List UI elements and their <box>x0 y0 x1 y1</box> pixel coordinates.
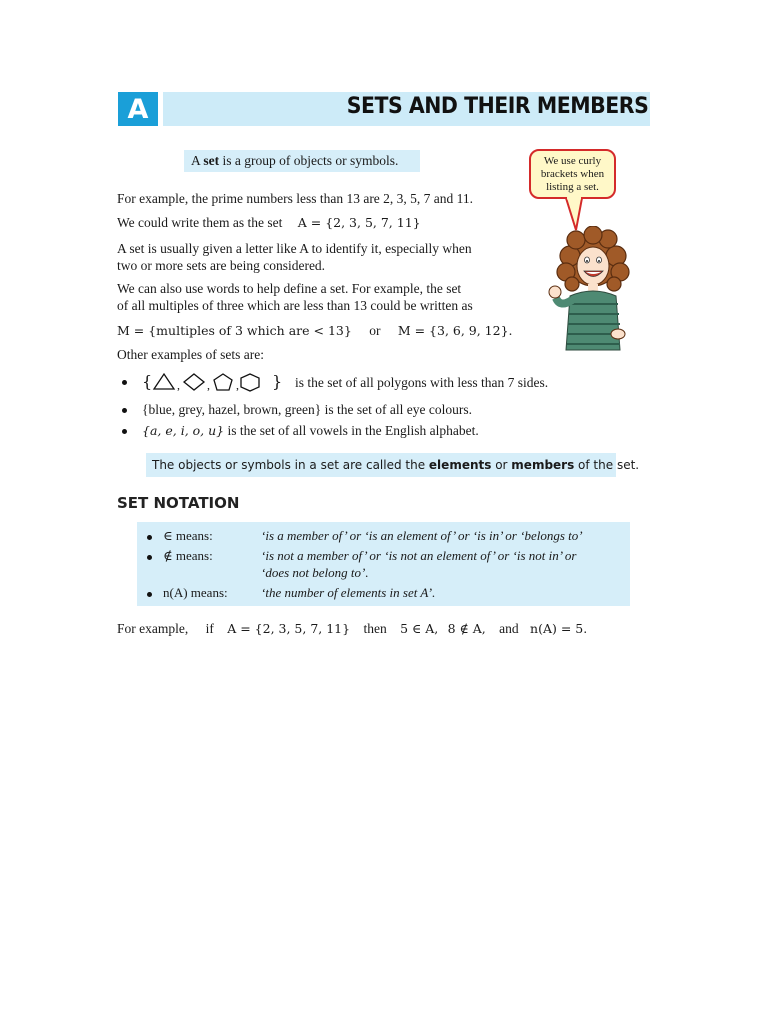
bullet-colours: {blue, grey, hazel, brown, green} is the set of all eye colours. <box>142 402 472 417</box>
bullet-vowels-text: is the set of all vowels in the English alphabet. <box>227 423 479 438</box>
notation-box <box>137 522 630 606</box>
vowel-set: {a, e, i, o, u} <box>142 423 225 438</box>
hexagon-icon <box>241 374 259 391</box>
set-notation-heading: SET NOTATION <box>117 494 240 512</box>
svg-text:,: , <box>177 378 180 392</box>
elements-term: elements <box>428 458 492 472</box>
or-word: or <box>369 323 381 338</box>
para-multiples-math <box>117 322 513 339</box>
elements-post: of the set. <box>574 458 640 472</box>
bullet-dot <box>122 380 127 385</box>
speech-bubble-text: We use curly brackets when listing a set. <box>540 154 605 193</box>
notation-notin-symbol: ∉ means: <box>163 548 213 563</box>
speech-bubble <box>529 149 616 199</box>
elements-mid: or <box>491 458 512 472</box>
bullet-vowels <box>142 422 479 439</box>
definition-pre: A <box>191 153 204 168</box>
square-icon <box>184 374 204 390</box>
final-example <box>117 620 587 637</box>
set-m-words: M = {multiples of 3 which are < 13} <box>117 323 352 338</box>
elements-definition-box <box>146 453 640 477</box>
other-examples-label: Other examples of sets are: <box>117 347 264 362</box>
bullet-dot <box>122 408 127 413</box>
final-example-then: then <box>363 621 387 636</box>
definition-post: is a group of objects or symbols. <box>219 153 399 168</box>
final-example-if: if <box>205 621 214 636</box>
notation-count-symbol: n(A) means: <box>163 585 228 600</box>
final-example-and: and <box>499 621 519 636</box>
final-example-set: A = {2, 3, 5, 7, 11} <box>227 621 351 636</box>
bullet-polygons-text: is the set of all polygons with less than 7 sides. <box>295 375 549 390</box>
pentagon-icon <box>214 374 232 390</box>
bullet-dot <box>147 592 152 597</box>
notation-in-text: ‘is a member of’ or ‘is an element of’ or ‘is in’ or ‘belongs to’ <box>261 528 583 543</box>
para-letter-line2: two or more sets are being considered. <box>117 258 326 273</box>
para-words-line1: We can also use words to help define a set. For example, the set <box>117 281 462 296</box>
svg-text:}: } <box>272 372 283 391</box>
section-title: SETS AND THEIR MEMBERS <box>346 94 648 119</box>
notation-in-symbol: ∈ means: <box>163 528 213 543</box>
para-prime-numbers: For example, the prime numbers less than 13 are 2, 3, 5, 7 and 11. <box>117 191 474 206</box>
svg-text:,: , <box>207 378 210 392</box>
para-letter-line1: A set is usually given a letter like A to identify it, especially when <box>117 241 472 256</box>
members-term: members <box>511 458 575 472</box>
para-words-line2: of all multiples of three which are less than 13 could be written as <box>117 298 473 313</box>
set-m-list: M = {3, 6, 9, 12}. <box>397 323 513 338</box>
definition-term: set <box>203 153 220 168</box>
svg-text:,: , <box>236 378 239 392</box>
para-set-example <box>117 214 421 231</box>
section-letter-badge: A <box>118 92 158 126</box>
elements-pre: The objects or symbols in a set are called the <box>152 458 429 472</box>
final-example-pre: For example, <box>117 621 189 636</box>
final-example-member: 5 ∈ A, <box>400 621 439 636</box>
svg-text:{: { <box>142 372 153 391</box>
para-set-example-text: We could write them as the set <box>117 215 283 230</box>
bullet-dot <box>147 535 152 540</box>
cartoon-girl-illustration <box>548 226 638 356</box>
bullet-dot <box>147 555 152 560</box>
polygon-set-icons <box>140 371 288 393</box>
notation-notin-text: ‘is not a member of’ or ‘is not an element of’ or ‘is not in’ or <box>261 548 577 563</box>
definition-box <box>184 150 420 172</box>
final-example-nonmember: 8 ∉ A, <box>447 621 486 636</box>
bullet-dot <box>122 429 127 434</box>
notation-count-text: ‘the number of elements in set A’. <box>261 585 436 600</box>
set-a-math: A = {2, 3, 5, 7, 11} <box>297 215 421 230</box>
notation-notin-text2: ‘does not belong to’. <box>261 565 369 580</box>
final-example-count: n(A) = 5. <box>530 621 588 636</box>
triangle-icon <box>154 374 174 389</box>
